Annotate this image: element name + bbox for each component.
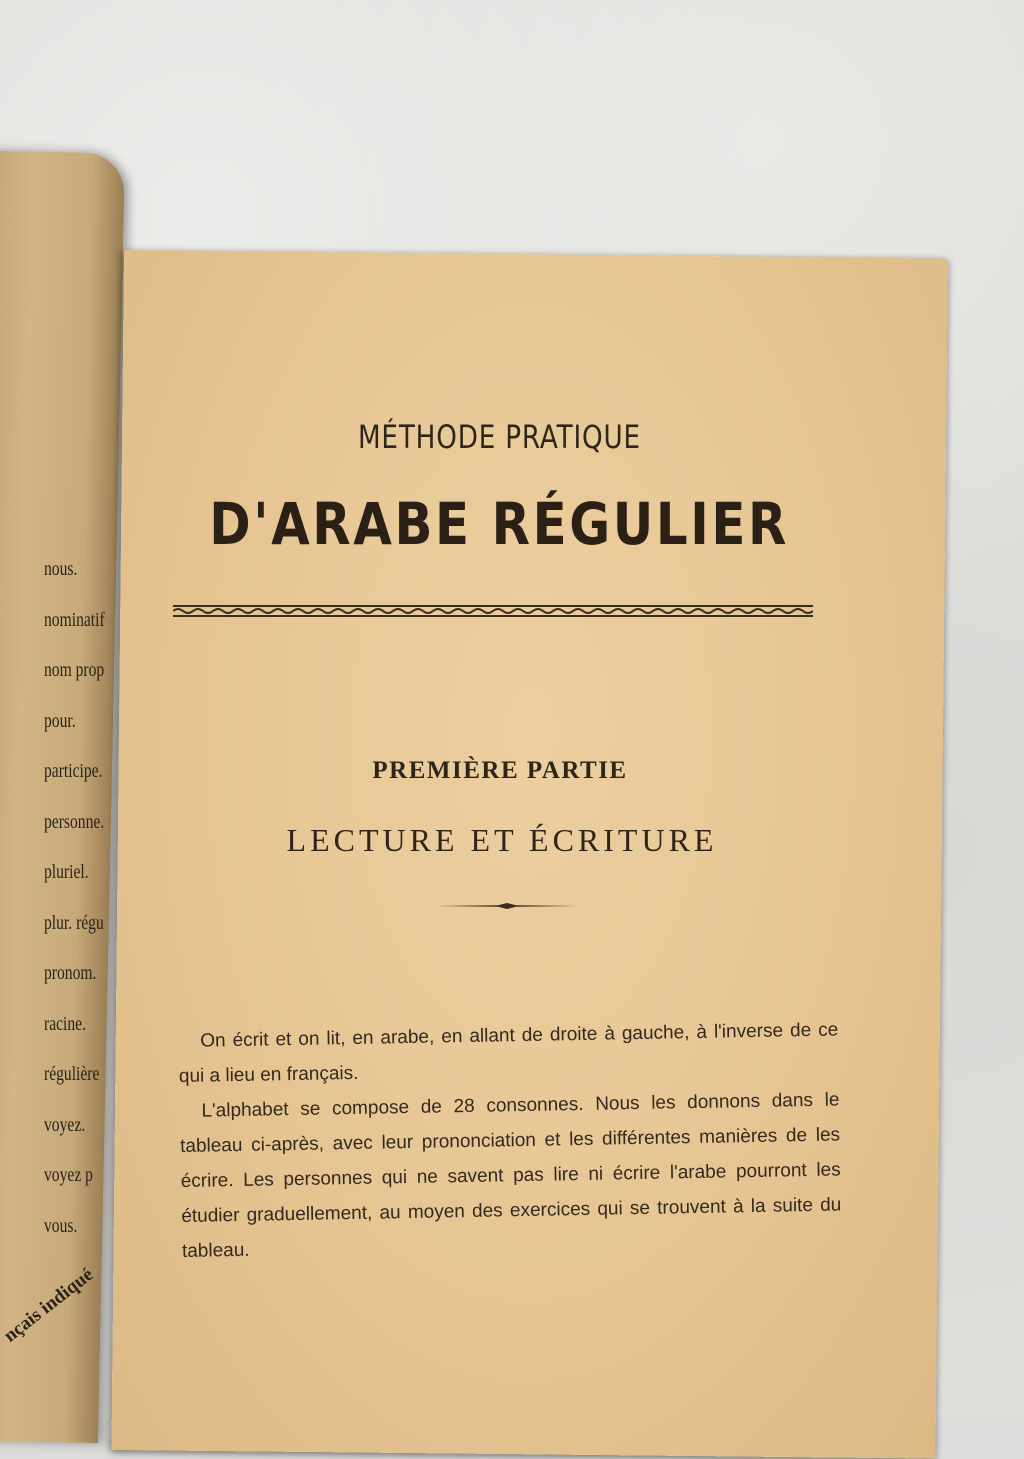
left-page-word: pour.: [44, 709, 76, 732]
small-decorative-rule: [436, 900, 578, 912]
paragraph: L'alphabet se compose de 28 consonnes. Nous les donnons dans le tableau ci-après, avec leur prononciation et les différentes manières de les écrire. Les personnes qui ne savent pas lire ni écrire l'arabe pourront les étudier graduellement, au moyen des exercices qui se trouvent à la suite du tableau.: [179, 1089, 842, 1262]
left-page-word: pluriel.: [44, 861, 89, 883]
left-page-word: plur. régu: [44, 911, 104, 934]
part-subtitle: LECTURE ET ÉCRITURE: [286, 822, 718, 858]
left-page-rotated-text: nçais indiqué: [0, 1264, 98, 1347]
paragraph: On écrit et on lit, en arabe, en allant de droite à gauche, à l'inverse de ce qui a lieu en français.: [178, 1019, 839, 1087]
book-title-large: D'ARABE RÉGULIER: [209, 490, 790, 558]
left-page-word: vous.: [44, 1214, 78, 1237]
left-page-word: voyez p: [44, 1164, 93, 1186]
left-page-word: pronom.: [44, 962, 97, 984]
left-page-word: nous.: [44, 558, 78, 580]
body-text: [178, 1012, 842, 1268]
left-page-word: régulière: [44, 1063, 100, 1085]
left-page-word: voyez.: [44, 1113, 86, 1136]
left-page-word: nominatif: [44, 608, 105, 631]
left-page-word: personne.: [44, 810, 105, 833]
part-heading: PREMIÈRE PARTIE: [372, 757, 628, 784]
book-title-small: MÉTHODE PRATIQUE: [357, 418, 641, 456]
left-page-word: racine.: [44, 1012, 87, 1035]
left-page-word: nom prop: [44, 659, 105, 681]
left-page-word: participe.: [44, 760, 103, 782]
ornamental-rule: [173, 604, 813, 618]
